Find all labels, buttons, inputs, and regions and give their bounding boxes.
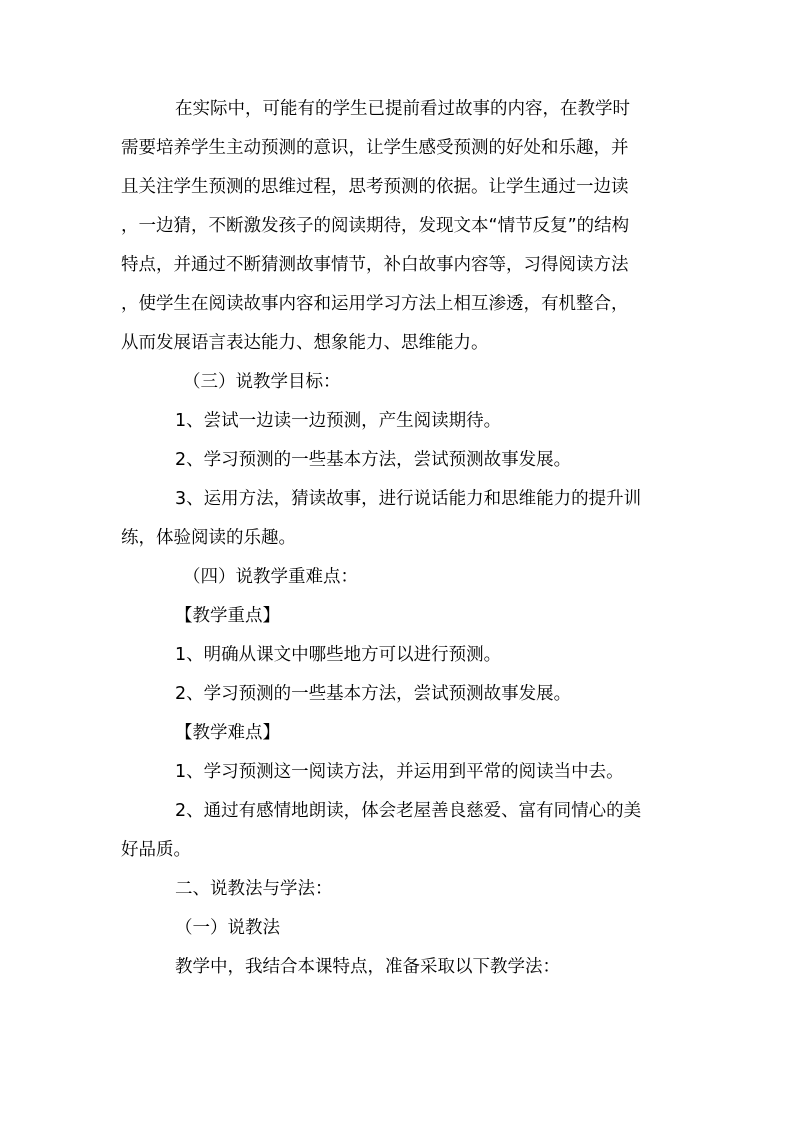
document-body — [121, 90, 675, 987]
paragraph-line: ，使学生在阅读故事内容和运用学习方法上相互渗透，有机整合， — [121, 294, 629, 314]
paragraph-line: 在实际中，可能有的学生已提前看过故事的内容，在教学时 — [175, 99, 630, 119]
paragraph-line: ，一边猜，不断激发孩子的阅读期待，发现文本“情节反复”的结构 — [121, 216, 630, 236]
paragraph-line: 且关注学生预测的思维过程，思考预测的依据。让学生通过一边读 — [121, 177, 629, 197]
list-item: 1、尝试一边读一边预测，产生阅读期待。 — [175, 411, 502, 431]
list-item: 2、学习预测的一些基本方法，尝试预测故事发展。 — [175, 450, 572, 470]
section-heading: 二、说教法与学法： — [175, 879, 333, 899]
paragraph-line: 从而发展语言表达能力、想象能力、思维能力。 — [121, 333, 489, 353]
subsection-heading: （一）说教法 — [175, 918, 280, 938]
subsection-label: 【教学难点】 — [175, 723, 280, 743]
subsection-label: 【教学重点】 — [175, 606, 280, 626]
paragraph-line: 教学中，我结合本课特点，准备采取以下教学法： — [175, 957, 560, 977]
list-item: 3、运用方法，猜读故事，进行说话能力和思维能力的提升训 — [175, 489, 642, 509]
list-item: 2、通过有感情地朗读，体会老屋善良慈爱、富有同情心的美 — [175, 801, 642, 821]
list-item-continuation: 好品质。 — [121, 840, 191, 860]
list-item: 1、学习预测这一阅读方法，并运用到平常的阅读当中去。 — [175, 762, 624, 782]
list-item: 2、学习预测的一些基本方法，尝试预测故事发展。 — [175, 684, 572, 704]
section-heading: （三）说教学目标： — [183, 372, 341, 392]
list-item-continuation: 练，体验阅读的乐趣。 — [121, 528, 296, 548]
paragraph-line: 需要培养学生主动预测的意识，让学生感受预测的好处和乐趣，并 — [121, 138, 629, 158]
paragraph-line: 特点，并通过不断猜测故事情节，补白故事内容等，习得阅读方法 — [121, 255, 629, 275]
list-item: 1、明确从课文中哪些地方可以进行预测。 — [175, 645, 502, 665]
section-heading: （四）说教学重难点： — [183, 567, 358, 587]
